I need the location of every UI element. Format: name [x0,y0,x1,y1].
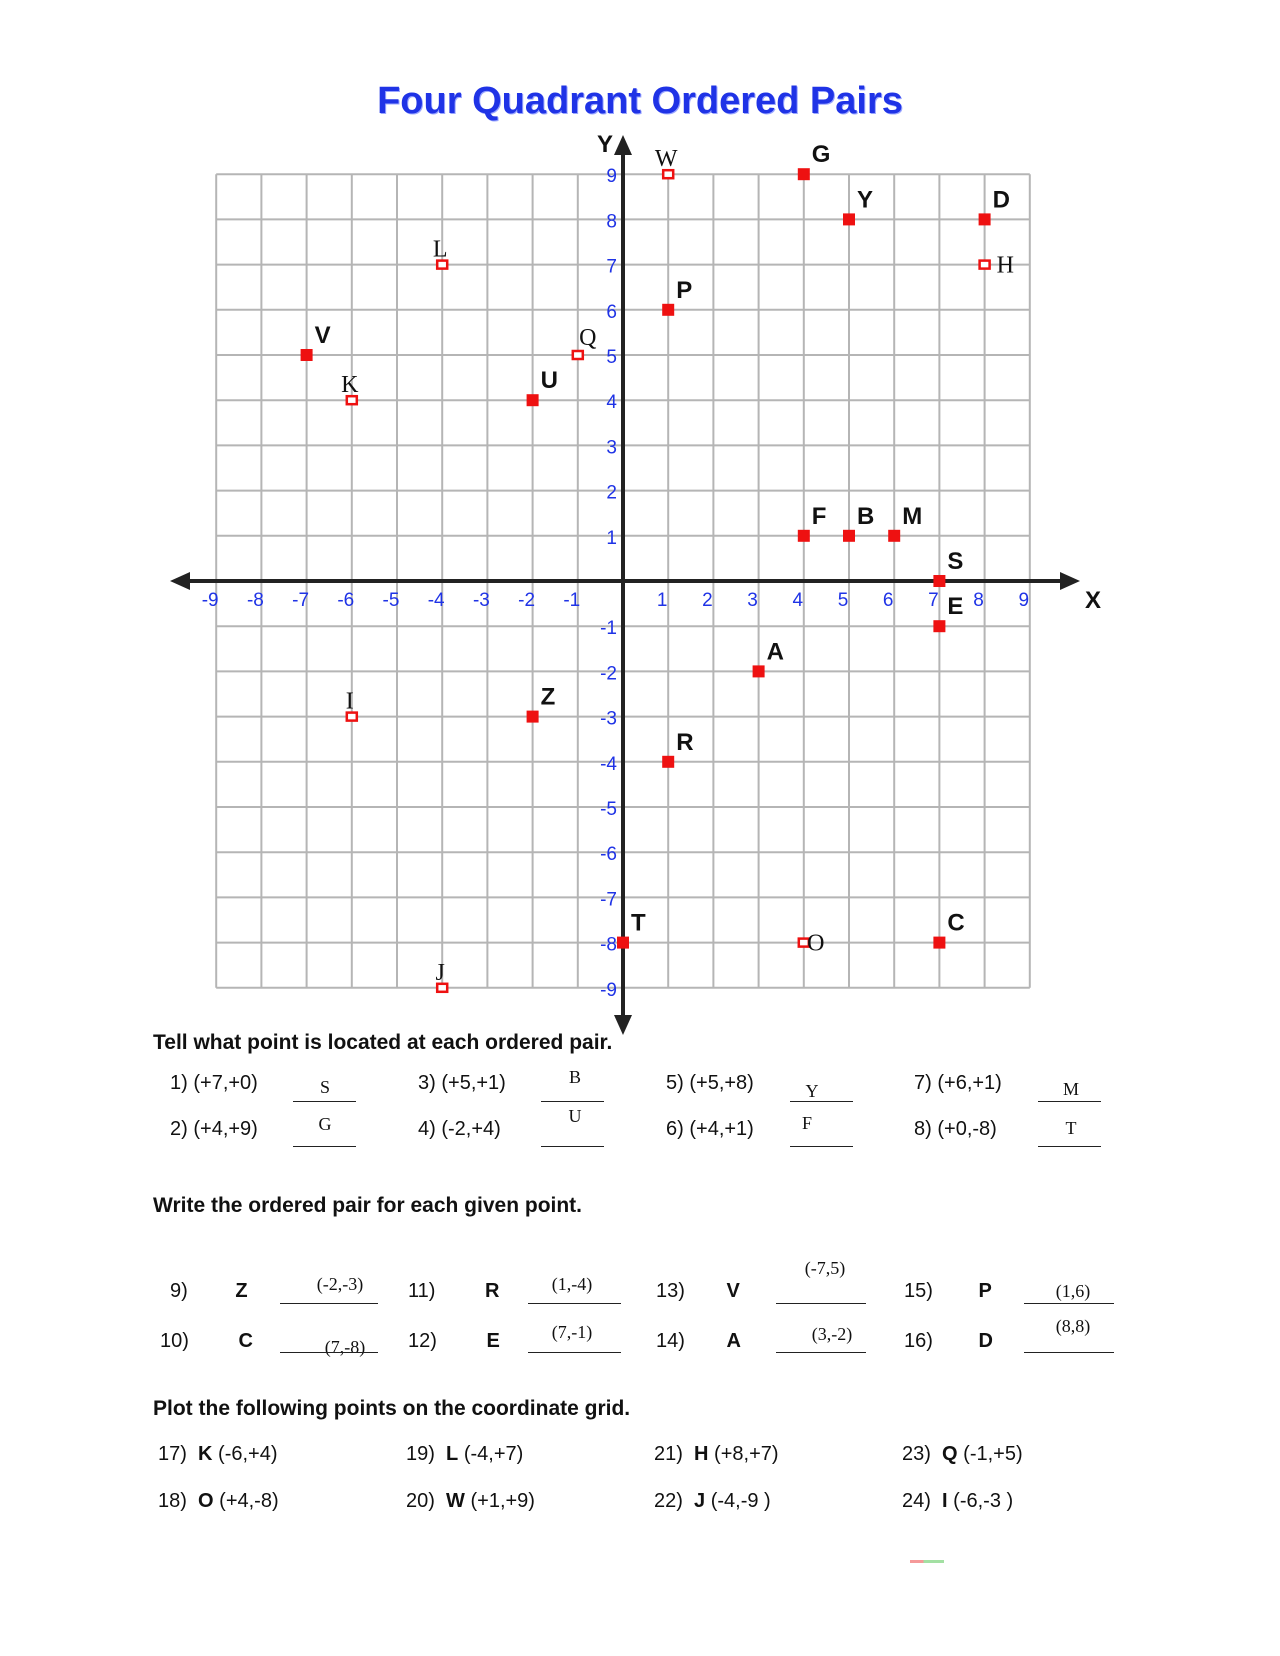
answer-7: M [1062,1079,1079,1099]
answer-line [776,1352,866,1353]
y-tick-label: 4 [606,392,617,414]
point-G [798,168,810,180]
answer-1: S [319,1077,330,1097]
answer-line [528,1352,621,1353]
point-label-G: G [811,141,831,169]
answer-line [528,1303,621,1304]
y-tick-label: -1 [600,618,617,640]
point-label-C: C [947,909,965,937]
answer-16: (8,8) [1055,1316,1091,1336]
point-D [979,213,991,225]
answer-12: (7,-1) [551,1322,593,1342]
point-label-Q: Q [579,325,597,351]
point-Y [843,213,855,225]
x-tick-label: -7 [292,590,310,611]
question-7: 7) (+6,+1) [914,1072,1002,1094]
point-C [933,937,945,949]
point-Q [573,351,583,359]
axes [170,131,1101,1035]
question-9: 9) Z [170,1280,248,1302]
point-label-P: P [676,276,693,304]
y-tick-label: -2 [600,663,617,685]
section3-heading: Plot the following points on the coordinate grid. [153,1397,631,1420]
question-17: 17) K (-6,+4) [158,1443,278,1465]
data-points [301,141,1014,992]
x-tick-label: -5 [382,590,400,611]
x-tick-label: 8 [973,590,984,611]
question-18: 18) O (+4,-8) [158,1490,279,1512]
point-label-H: H [996,252,1014,279]
y-tick-label: -8 [600,934,617,956]
x-axis-arrow-right [1060,572,1080,590]
y-tick-label: 6 [606,301,617,323]
x-axis-arrow-left [170,572,190,590]
question-14: 14) A [656,1330,741,1352]
point-R [662,756,674,768]
point-label-K: K [341,372,359,399]
y-tick-label: 7 [606,256,617,278]
x-tick-label: -4 [427,590,445,611]
answer-line [776,1303,866,1304]
answer-11: (1,-4) [551,1274,593,1294]
point-Z [527,711,539,723]
point-label-M: M [902,502,923,530]
y-tick-label: -3 [600,708,617,730]
y-tick-label: 1 [606,527,617,549]
footer-mark [910,1560,944,1563]
point-label-R: R [676,728,694,756]
x-tick-label: 7 [928,590,939,611]
answer-13: (-7,5) [804,1258,846,1278]
x-tick-label: -3 [472,590,490,611]
point-label-E: E [947,593,964,621]
answer-line [1038,1101,1101,1102]
question-12: 12) E [408,1330,500,1352]
y-tick-label: 8 [606,211,617,233]
question-2: 2) (+4,+9) [170,1118,258,1140]
point-E [933,620,945,632]
point-F [798,530,810,542]
question-3: 3) (+5,+1) [418,1072,506,1094]
page-title: Four Quadrant Ordered Pairs [377,80,903,122]
x-tick-label: -9 [201,590,219,611]
x-tick-label: 5 [837,590,849,611]
point-label-D: D [992,186,1010,214]
point-label-O: O [807,930,825,957]
x-tick-label: 3 [747,590,758,611]
answer-line [541,1101,604,1102]
answer-5: Y [805,1081,819,1101]
answer-line [790,1101,853,1102]
point-U [527,394,539,406]
x-tick-label: 9 [1018,590,1030,611]
answer-9: (-2,-3) [316,1274,364,1294]
point-label-Y: Y [857,186,874,214]
x-tick-label: -8 [246,590,264,611]
question-11: 11) R [408,1280,500,1302]
answer-line [1038,1146,1101,1147]
answer-line [280,1303,378,1304]
question-23: 23) Q (-1,+5) [902,1443,1023,1465]
x-tick-label: 4 [792,590,804,611]
x-tick-label: -6 [337,590,355,611]
question-10: 10) C [160,1330,253,1352]
point-label-S: S [947,548,964,575]
question-8: 8) (+0,-8) [914,1118,997,1140]
question-5: 5) (+5,+8) [666,1072,754,1094]
point-M [888,530,900,542]
y-tick-label: -9 [600,979,617,1001]
section2-heading: Write the ordered pair for each given point. [153,1194,583,1217]
answer-14: (3,-2) [811,1324,853,1344]
point-label-A: A [766,638,784,666]
y-tick-label: 5 [606,347,617,368]
question-19: 19) L (-4,+7) [406,1443,524,1465]
question-1: 1) (+7,+0) [170,1072,258,1094]
x-tick-label: 6 [882,590,894,611]
point-label-V: V [314,322,331,349]
answer-2: G [318,1114,332,1134]
point-label-F: F [811,502,827,530]
point-label-J: J [435,959,445,986]
x-axis-label: X [1085,587,1102,614]
point-B [843,530,855,542]
point-label-W: W [654,146,678,173]
y-axis-label: Y [597,131,614,158]
answer-line [541,1146,604,1147]
answer-15: (1,6) [1055,1281,1091,1301]
section1-heading: Tell what point is located at each ordered pair. [153,1031,613,1054]
question-13: 13) V [656,1280,740,1302]
point-label-B: B [857,502,875,530]
y-tick-label: -5 [600,799,617,820]
tick-labels [202,166,1029,1001]
point-S [933,575,945,587]
x-tick-label: 2 [702,590,713,611]
answer-10: (7,-8) [324,1337,366,1357]
point-label-L: L [432,236,448,263]
y-tick-label: -7 [600,889,617,911]
y-tick-label: 9 [606,166,617,188]
x-tick-label: -2 [518,590,536,611]
point-A [753,665,765,677]
answer-line [790,1146,853,1147]
question-15: 15) P [904,1280,992,1302]
point-label-T: T [631,909,646,937]
point-P [662,304,674,316]
y-tick-label: 3 [606,437,617,459]
y-tick-label: -4 [600,753,617,775]
question-16: 16) D [904,1330,993,1352]
question-20: 20) W (+1,+9) [406,1490,535,1512]
question-4: 4) (-2,+4) [418,1118,501,1140]
answer-line [293,1146,356,1147]
answer-line [1024,1352,1114,1353]
answer-6: F [801,1113,812,1133]
y-axis-arrow-down [614,1015,632,1035]
question-21: 21) H (+8,+7) [654,1443,779,1465]
point-label-U: U [540,367,558,395]
point-label-Z: Z [540,683,556,711]
point-T [617,937,629,949]
x-tick-label: -1 [563,590,581,611]
point-H [980,261,990,269]
answer-8: T [1065,1118,1077,1138]
y-tick-label: 2 [606,482,617,504]
question-6: 6) (+4,+1) [666,1118,754,1140]
y-axis-arrow-up [614,135,632,155]
answer-line [1024,1303,1114,1304]
answer-line [293,1101,356,1102]
point-V [301,349,313,361]
x-tick-label: 1 [656,590,668,611]
answer-3: B [568,1067,581,1087]
answer-line [280,1352,378,1353]
answer-4: U [568,1106,582,1126]
question-22: 22) J (-4,-9 ) [654,1490,771,1512]
point-label-I: I [345,688,354,715]
question-24: 24) I (-6,-3 ) [902,1490,1014,1512]
y-tick-label: -6 [600,844,617,866]
